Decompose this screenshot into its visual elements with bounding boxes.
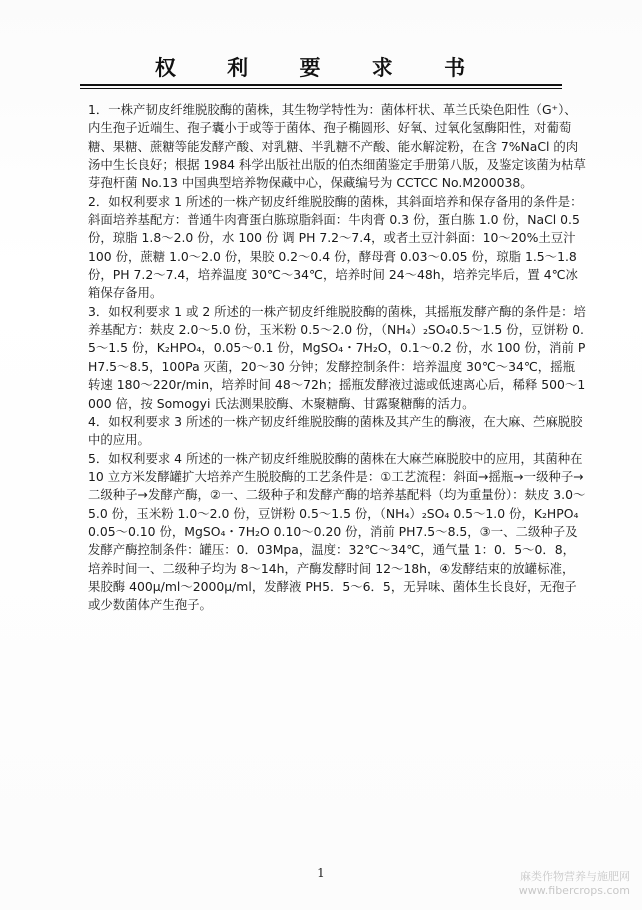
title-rule-thin xyxy=(80,88,562,89)
claim-2: 2．如权利要求 1 所述的一株产韧皮纤维脱胶酶的菌株，其斜面培养和保存备用的条件是：斜面培养基配方：普通牛肉膏蛋白胨琼脂斜面：牛肉膏 0.3 份，蛋白胨 1.0 份，NaCl 0.5 份，琼脂 1.8～2.0 份，水 100 份 调 PH 7.2～7.4，或者土豆汁斜面：10～20%土豆汁 100 份，蔗糖 1.0～2.0 份，果胶 0.2～0.4 份，酵母膏 0.03～0.05 份，琼脂 1.5～1.8 份，PH 7.2～7.4，培养温度 30℃～34℃，培养时间 24～48h，培养完毕后，置 4℃冰箱保存备用。 xyxy=(88,193,583,301)
watermark-line-2: www.fibercrops.com xyxy=(518,884,630,897)
claim-5: 5．如权利要求 4 所述的一株产韧皮纤维脱胶酶的菌株在大麻苎麻脱胶中的应用，其菌种在 10 立方米发酵罐扩大培养产生脱胶酶的工艺条件是：①工艺流程：斜面→摇瓶→一级种子→二级种子→发酵产酶，②一、二级种子和发酵产酶的培养基配料（均为重量份）：麸皮 3.0～5.0 份，玉米粉 1.0～2.0 份，豆饼粉 0.5～1.5 份，（NH₄）₂SO₄ 0.5～1.0 份，K₂HPO₄ 0.05～0.10 份，MgSO₄・7H₂O 0.10～0.20 份，消前 PH7.5～8.5，③一、二级种子及发酵产酶控制条件：罐压：0．03Mpa，温度：32℃～34℃，通气量 1：0．5～0．8，培养时间一、二级种子均为 8～14h，产酶发酵时间 12～18h，④发酵结束的放罐标准，果胶酶 400μ/ml～2000μ/ml，发酵液 PH5．5～6．5，无异味、菌体生长良好，无孢子或少数菌体产生孢子。 xyxy=(88,450,586,613)
claims-body xyxy=(88,101,586,615)
watermark-line-1: 麻类作物营养与施肥网 xyxy=(520,870,630,883)
title-rule-thick xyxy=(80,84,562,86)
claim-4: 4．如权利要求 3 所述的一株产韧皮纤维脱胶酶的菌株及其产生的酶液，在大麻、苎麻脱胶中的应用。 xyxy=(88,413,583,448)
site-watermark xyxy=(519,870,630,898)
claim-3: 3．如权利要求 1 或 2 所述的一株产韧皮纤维脱胶酶的菌株，其摇瓶发酵产酶的条件是：培养基配方：麸皮 2.0～5.0 份，玉米粉 0.5～2.0 份，（NH₄）₂SO₄0.5～1.5 份，豆饼粉 0.5～1.5 份，K₂HPO₄，0.05～0.1 份，MgSO₄・7H₂O，0.1～0.2 份，水 100 份，消前 PH7.5～8.5，100Pa 灭菌，20～30 分钟；发酵控制条件：培养温度 30℃～34℃，摇瓶转速 180～220r/min，培养时间 48～72h；摇瓶发酵液过滤或低速离心后，稀释 500～1000 倍，按 Somogyi 氏法测果胶酶、木聚糖酶、甘露聚糖酶的活力。 xyxy=(88,303,586,411)
claim-1: 1．一株产韧皮纤维脱胶酶的菌株，其生物学特性为：菌体杆状、革兰氏染色阳性（G⁺）、内生孢子近端生、孢子囊小于或等于菌体、孢子椭圆形、好氧、过氧化氢酶阳性，对葡萄糖、果糖、蔗糖等能发酵产酸、对乳糖、半乳糖不产酸、能水解淀粉，在含 7%NaCl 的肉汤中生长良好；根据 1984 科学出版社出版的伯杰细菌鉴定手册第八版，及鉴定该菌为枯草芽孢杆菌 No.13 中国典型培养物保藏中心，保藏编号为 CCTCC No.M200038。 xyxy=(88,102,586,191)
page-title: 权 利 要 求 书 xyxy=(154,55,488,80)
page-number: 1 xyxy=(317,866,325,880)
